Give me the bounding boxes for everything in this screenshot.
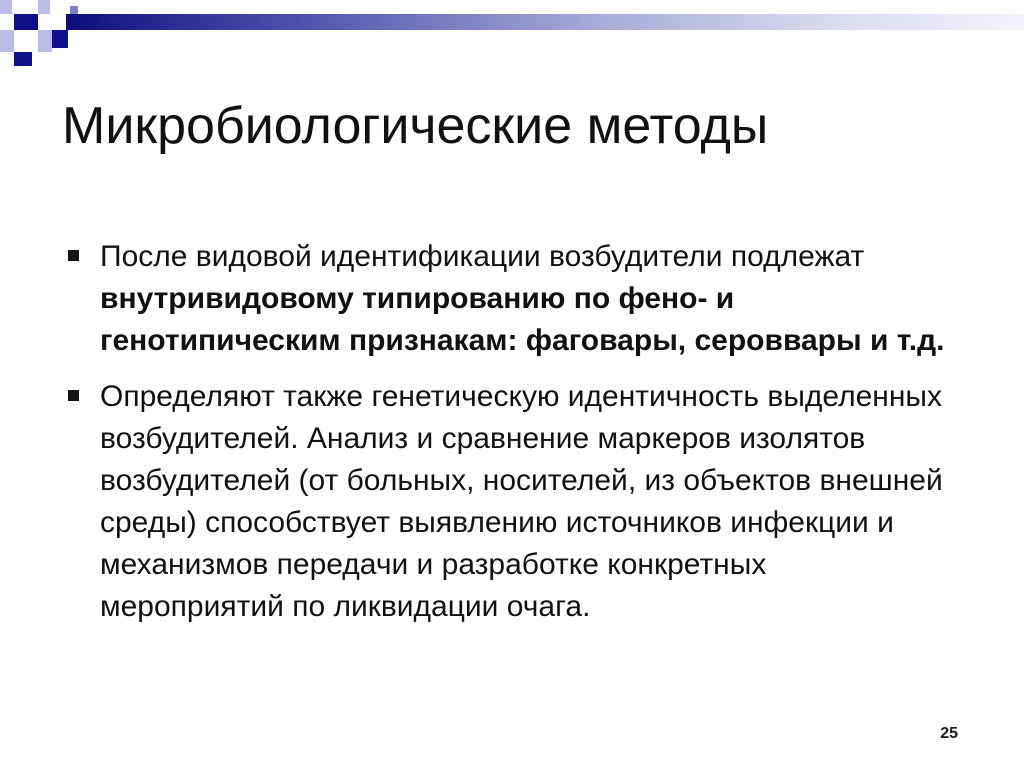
bullet-text-normal: Определяют также генетическую идентичность выделенных возбудителей. Анализ и сравнение маркеров изолятов возбудителей (от больных, носителей, из объектов внешней среды) способствует выявлению источников инфекции и механизмов передачи и разработке конкретных мероприятий по ликвидации очага. [100,380,943,623]
bullet-item-1 [62,236,952,362]
bullet-text [100,236,952,362]
deco-square [70,6,78,14]
deco-square [38,30,52,52]
bullet-text-bold: внутривидовому типированию по фено- и генотипическим признакам: фаговары, сероввары и т.д. [100,282,945,357]
deco-square [38,0,50,14]
page-number: 25 [940,725,958,742]
deco-square [14,52,32,66]
bullet-square-icon [68,250,79,261]
deco-square [0,0,12,14]
deco-square [0,30,14,52]
deco-square [52,30,68,48]
bullet-text-normal: После видовой идентификации возбудители подлежат [100,240,865,273]
bullet-square-icon [68,390,79,401]
bullet-list [62,236,952,642]
deco-square [14,14,38,30]
top-gradient-bar [66,14,1024,30]
bullet-item-2 [62,376,952,628]
slide-title: Микробиологические методы [62,97,769,155]
bullet-text [100,376,952,628]
decorative-squares [0,0,100,70]
